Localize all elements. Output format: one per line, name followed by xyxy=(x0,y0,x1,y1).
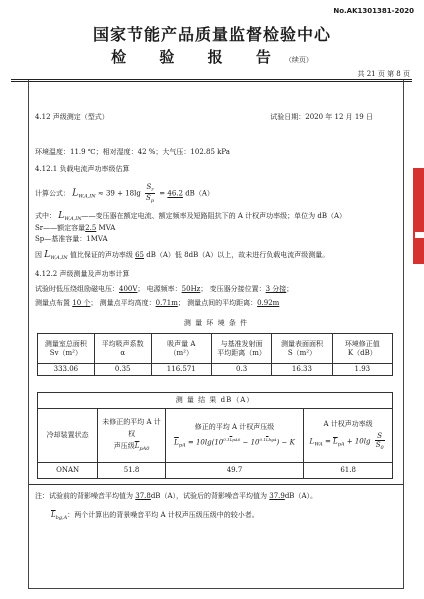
results-uncorrected-value: 51.8 xyxy=(98,463,165,479)
where-lw-symbol: L xyxy=(58,211,65,221)
results-header-uncorrected xyxy=(98,409,165,463)
results-header-cooling: 冷却装置状态 xyxy=(38,409,98,463)
uncorrected-label-text: 声压级 xyxy=(113,442,135,451)
calc-lw-subscript: W,A,IN xyxy=(78,193,96,200)
note-suffix: dB（A）。 xyxy=(284,492,318,500)
env-header-total-area: 测量室总面积 Sv（m²） xyxy=(38,334,95,364)
sr-label: Sr——额定容量 xyxy=(35,224,86,232)
env-value-absorption: 116.571 xyxy=(151,364,211,376)
fraction-denominator xyxy=(145,194,155,204)
env-value-total-area: 333.06 xyxy=(38,364,95,376)
red-seal-edge xyxy=(413,168,424,264)
measurement-points-line xyxy=(35,299,279,307)
tap-prefix: ； 变压器分接位置： xyxy=(200,285,266,293)
env-header-absorption: 吸声量 A （m²） xyxy=(151,334,211,364)
report-number: No.AK1301381-2020 xyxy=(333,7,414,15)
results-data-row xyxy=(38,463,393,479)
env-header-correction: 环境修正值 K（dB） xyxy=(332,334,392,364)
denominator-subscript: p xyxy=(150,198,155,204)
continued-label: （续页） xyxy=(284,56,313,64)
calc-unit: dB（A） xyxy=(182,189,214,198)
calc-equals: = xyxy=(159,189,168,198)
freq-prefix: ； 电源频率： xyxy=(137,285,182,293)
background-symbol: $\overline{L}_{bg,A}$ xyxy=(51,511,68,521)
estimate-conclusion xyxy=(35,250,329,261)
tap-position-value: 3 分接 xyxy=(265,285,287,293)
env-value-absorption-coef: 0.35 xyxy=(94,364,151,376)
reference-capacity: Sp—基准容量：1MVA xyxy=(35,235,108,243)
denominator-symbol: S xyxy=(146,194,151,202)
env-header-absorption-coef: 平均吸声系数 α xyxy=(94,334,151,364)
results-header-row xyxy=(38,409,393,463)
background-before-value: 37.8 xyxy=(135,492,151,500)
where-prefix: 式中： xyxy=(35,212,56,220)
average-distance: 0.92m xyxy=(257,299,280,307)
voltage-prefix: 试验时低压绕组励磁电压： xyxy=(35,285,119,293)
results-power-value: 61.8 xyxy=(304,463,393,479)
calc-result-value: 46.2 xyxy=(167,189,183,198)
note-prefix: 注：试验前的背影噪音平均值为 xyxy=(35,492,136,500)
test-date: 试验日期：2020 年 12 月 19 日 xyxy=(270,113,373,121)
results-table xyxy=(37,392,393,479)
seal-gap xyxy=(415,232,424,238)
voltage-value: 400V xyxy=(119,285,138,293)
background-definition-text: ：两个计算出的背景噪音平均 A 计权声压级压级中的较小者。 xyxy=(67,511,259,519)
points-mid: ； 测量点平均高度： xyxy=(90,299,156,307)
est-lw-symbol: L xyxy=(44,250,51,260)
results-header-corrected xyxy=(165,409,303,463)
section-heading: 4.12 声级测定（型式） xyxy=(35,113,109,121)
calc-prefix: 计算公式： xyxy=(35,189,70,198)
subsection-2-heading: 4.12.2 声级测量及声功率计算 xyxy=(35,270,130,278)
results-table-caption: 测 量 结 果 dB（A） xyxy=(38,393,393,409)
report-title xyxy=(0,46,424,67)
results-caption-row xyxy=(38,393,393,409)
uncorrected-label-line2 xyxy=(100,441,162,454)
sr-value: 2.5 xyxy=(85,224,97,232)
subsection-1-heading: 4.12.1 负载电流声功率级估算 xyxy=(35,165,130,173)
report-body xyxy=(28,80,404,589)
page-info: 共 21 页 第 8 页 xyxy=(357,70,410,78)
points-count: 10 个 xyxy=(72,299,91,307)
results-cooling-state: ONAN xyxy=(38,463,98,479)
where-lw-subscript: W,A,IN xyxy=(64,216,82,222)
calc-fraction xyxy=(145,183,155,204)
env-value-surface-area: 16.33 xyxy=(272,364,332,376)
average-height: 0.71m xyxy=(155,299,178,307)
calc-lw-symbol: L xyxy=(72,188,79,199)
env-value-distance: 0.3 xyxy=(211,364,271,376)
rated-capacity xyxy=(35,224,115,232)
background-after-value: 37.9 xyxy=(269,492,285,500)
calc-approx: ≈ 39 + 18lg xyxy=(97,189,141,198)
dist-prefix: ； 测量点间的平均距离： xyxy=(177,299,258,307)
sr-unit: MVA xyxy=(96,224,116,232)
est-suffix: dB（A）低 8dB（A）以上，故未进行负载电流声级测量。 xyxy=(144,251,330,259)
report-title-text: 检 验 报 告 xyxy=(111,48,285,66)
note-mid: dB（A），试验后的背影噪音平均值为 xyxy=(150,492,270,500)
power-formula: $L_{WA} = \overline{L}_{pA} + 10\lg$ $\frac{S}{S_0}$ xyxy=(309,432,384,452)
guaranteed-sound-power: 65 xyxy=(135,251,144,259)
points-prefix: 测量点布置 xyxy=(35,299,73,307)
env-value-correction: 1.93 xyxy=(332,364,392,376)
numerator-subscript: r xyxy=(151,187,154,193)
frequency-value: 50Hz xyxy=(181,285,201,293)
fraction-numerator xyxy=(145,183,155,194)
env-table-data-row xyxy=(38,364,393,376)
environment-table xyxy=(37,333,393,376)
env-table-caption: 测 量 环 境 条 件 xyxy=(183,319,249,327)
env-header-distance: 与基准发射面 平均距离（m） xyxy=(211,334,271,364)
power-label: A 计权声功率级 xyxy=(323,419,373,428)
background-definition xyxy=(51,511,259,521)
notes-rule xyxy=(29,484,403,485)
formula-definition xyxy=(35,211,346,222)
center-name: 国家节能产品质量监督检验中心 xyxy=(92,25,331,44)
where-text: ——变压器在额定电流、额定频率及短路阻抗下的 A 计权声功率级；单位为 dB（A） xyxy=(81,212,347,220)
est-prefix: 因 xyxy=(35,251,45,259)
uncorrected-symbol: $\overline{L}_{pA0}$ xyxy=(134,442,150,453)
environment-conditions: 环境温度：11.9 ℃；相对湿度：42 %；大气压：102.85 kPa xyxy=(35,148,230,156)
est-lw-subscript: W,A,IN xyxy=(50,255,68,261)
calc-formula xyxy=(35,183,214,204)
tap-suffix: ； xyxy=(286,285,294,293)
uncorrected-label-line1: 未修正的平均 A 计权 xyxy=(102,418,161,439)
corrected-formula: $\overline{L}_{pA} = 10\lg(10^{0.1\overline{L}pA0} - 10^{0.1\overline{L}bgA}) - K$ xyxy=(174,436,295,448)
env-header-surface-area: 测量表面面积 S（m²） xyxy=(272,334,332,364)
test-voltage-line xyxy=(35,285,293,293)
results-header-power xyxy=(304,409,393,463)
est-mid: 值比保证的声功率级 xyxy=(67,251,136,259)
env-table-header-row xyxy=(38,334,393,364)
background-noise-note xyxy=(35,492,317,500)
numerator-symbol: S xyxy=(146,183,152,191)
corrected-label: 修正的平均 A 计权声压级 xyxy=(194,423,275,432)
results-corrected-value: 49.7 xyxy=(165,463,303,479)
